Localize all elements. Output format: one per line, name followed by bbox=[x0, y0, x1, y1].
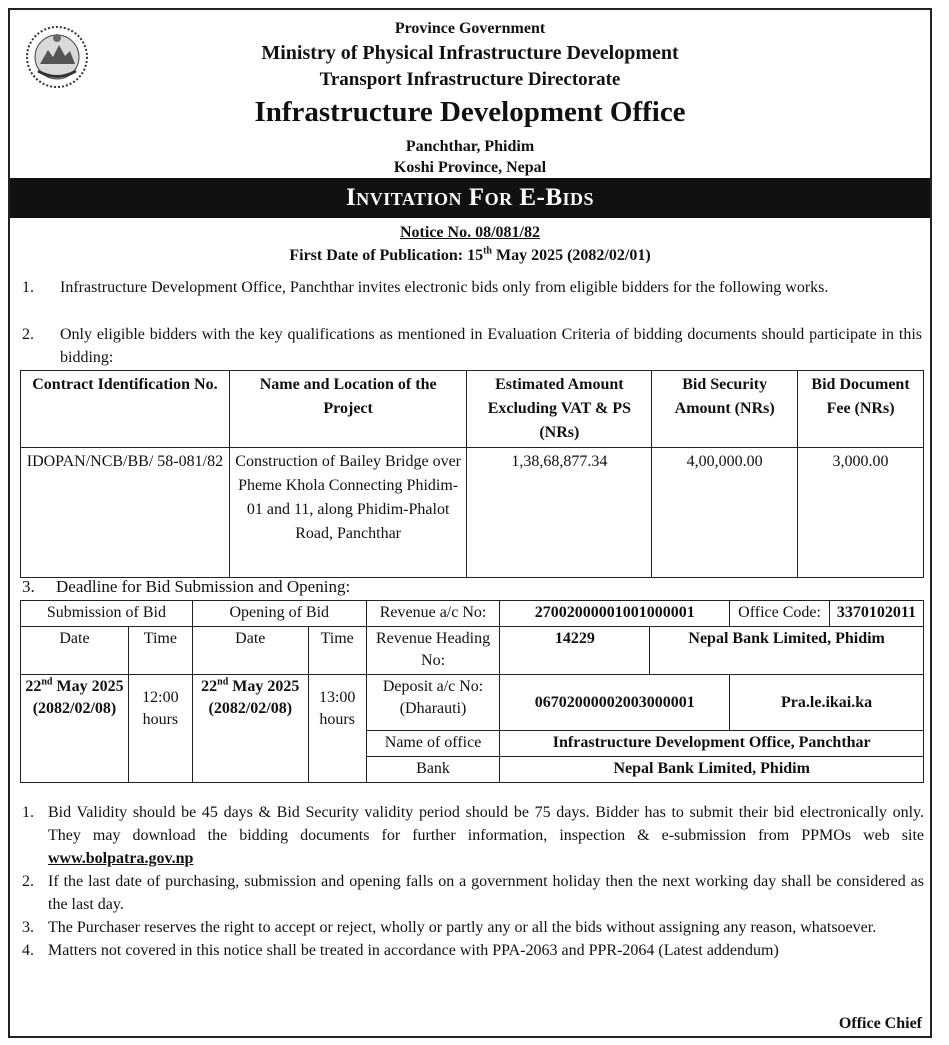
office-code-label: Office Code: bbox=[730, 601, 830, 627]
revenue-heading-label: Revenue Heading No: bbox=[366, 627, 500, 675]
bank-value: Nepal Bank Limited, Phidim bbox=[500, 757, 924, 783]
paragraph-2: 2. Only eligible bidders with the key qualifications as mentioned in Evaluation Criteria of bidding documents should participate in this bidding: bbox=[22, 326, 922, 366]
list-item: 1. Bid Validity should be 45 days & Bid Security validity period should be 75 days. Bidder has to submit their bid electronically only. They may download the bidding documents for further information, inspection & e-submission from PPMOs web site www.bolpatra.gov.np bbox=[22, 804, 924, 867]
invitation-banner: Invitation For E-Bids bbox=[10, 178, 930, 218]
list-item: 3. The Purchaser reserves the right to accept or reject, wholly or partly any or all the bids without assigning any reason, whatsoever. bbox=[22, 919, 877, 936]
section-3-heading: 3. Deadline for Bid Submission and Opening: bbox=[22, 577, 351, 596]
submission-date: 22nd May 2025 (2082/02/08) bbox=[21, 675, 129, 783]
opening-date-header: Date bbox=[192, 627, 308, 675]
contract-id-cell: IDOPAN/NCB/BB/ 58-081/82 bbox=[21, 448, 230, 578]
submission-of-bid-header: Submission of Bid bbox=[21, 601, 193, 627]
notice-number: Notice No. 08/081/82 bbox=[400, 224, 540, 241]
header-project: Name and Location of the Project bbox=[229, 371, 467, 448]
revenue-ac-value: 27002000001001000001 bbox=[500, 601, 730, 627]
works-table bbox=[20, 370, 924, 578]
office-code-value: 3370102011 bbox=[829, 601, 923, 627]
bid-security-cell: 4,00,000.00 bbox=[652, 448, 798, 578]
location-line-1: Panchthar, Phidim bbox=[405, 138, 535, 155]
bolpatra-link[interactable]: www.bolpatra.gov.np bbox=[48, 850, 194, 867]
bid-doc-fee-cell: 3,000.00 bbox=[798, 448, 924, 578]
ministry-heading: Ministry of Physical Infrastructure Development bbox=[261, 42, 679, 64]
revenue-ac-label: Revenue a/c No: bbox=[366, 601, 500, 627]
header-bid-security: Bid Security Amount (NRs) bbox=[652, 371, 798, 448]
province-government-heading: Province Government bbox=[394, 20, 546, 37]
opening-date: 22nd May 2025 (2082/02/08) bbox=[192, 675, 308, 783]
opening-time-header: Time bbox=[308, 627, 366, 675]
project-cell: Construction of Bailey Bridge over Pheme Khola Connecting Phidim-01 and 11, along Phidim-Phalot Road, Panchthar bbox=[229, 448, 467, 578]
header-estimated-amount: Estimated Amount Excluding VAT & PS (NRs) bbox=[467, 371, 652, 448]
header-bid-doc-fee: Bid Document Fee (NRs) bbox=[798, 371, 924, 448]
location-line-2: Koshi Province, Nepal bbox=[393, 159, 547, 176]
publication-date: First Date of Publication: 15th May 2025 (2082/02/01) bbox=[289, 245, 651, 264]
notes-list bbox=[22, 801, 924, 962]
opening-time: 13:00 hours bbox=[308, 675, 366, 783]
submission-date-header: Date bbox=[21, 627, 129, 675]
deposit-value: 06702000002003000001 bbox=[500, 675, 730, 731]
estimated-amount-cell: 1,38,68,877.34 bbox=[467, 448, 652, 578]
header-contract-id: Contract Identification No. bbox=[21, 371, 230, 448]
submission-time-header: Time bbox=[128, 627, 192, 675]
submission-time: 12:00 hours bbox=[128, 675, 192, 783]
e-bid-notice bbox=[8, 8, 932, 1038]
office-name-value: Infrastructure Development Office, Panchthar bbox=[500, 731, 924, 757]
bank-label: Bank bbox=[366, 757, 500, 783]
list-item: 4. Matters not covered in this notice shall be treated in accordance with PPA-2063 and PPR-2064 (Latest addendum) bbox=[22, 942, 779, 959]
office-name-label: Name of office bbox=[366, 731, 500, 757]
deadline-table bbox=[20, 600, 924, 783]
revenue-bank: Nepal Bank Limited, Phidim bbox=[650, 627, 924, 675]
office-heading: Infrastructure Development Office bbox=[254, 96, 686, 128]
list-item: 2. If the last date of purchasing, submission and opening falls on a government holiday then the next working day shall be considered as the last day. bbox=[22, 873, 924, 913]
opening-of-bid-header: Opening of Bid bbox=[192, 601, 366, 627]
table-row bbox=[21, 448, 924, 578]
revenue-heading-value: 14229 bbox=[500, 627, 650, 675]
paragraph-1: 1. Infrastructure Development Office, Panchthar invites electronic bids only from eligible bidders for the following works. bbox=[22, 279, 829, 296]
deposit-label: Deposit a/c No: (Dharauti) bbox=[366, 675, 500, 731]
deposit-name: Pra.le.ikai.ka bbox=[730, 675, 924, 731]
directorate-heading: Transport Infrastructure Directorate bbox=[319, 69, 621, 90]
office-chief-signature: Office Chief bbox=[838, 1015, 922, 1032]
